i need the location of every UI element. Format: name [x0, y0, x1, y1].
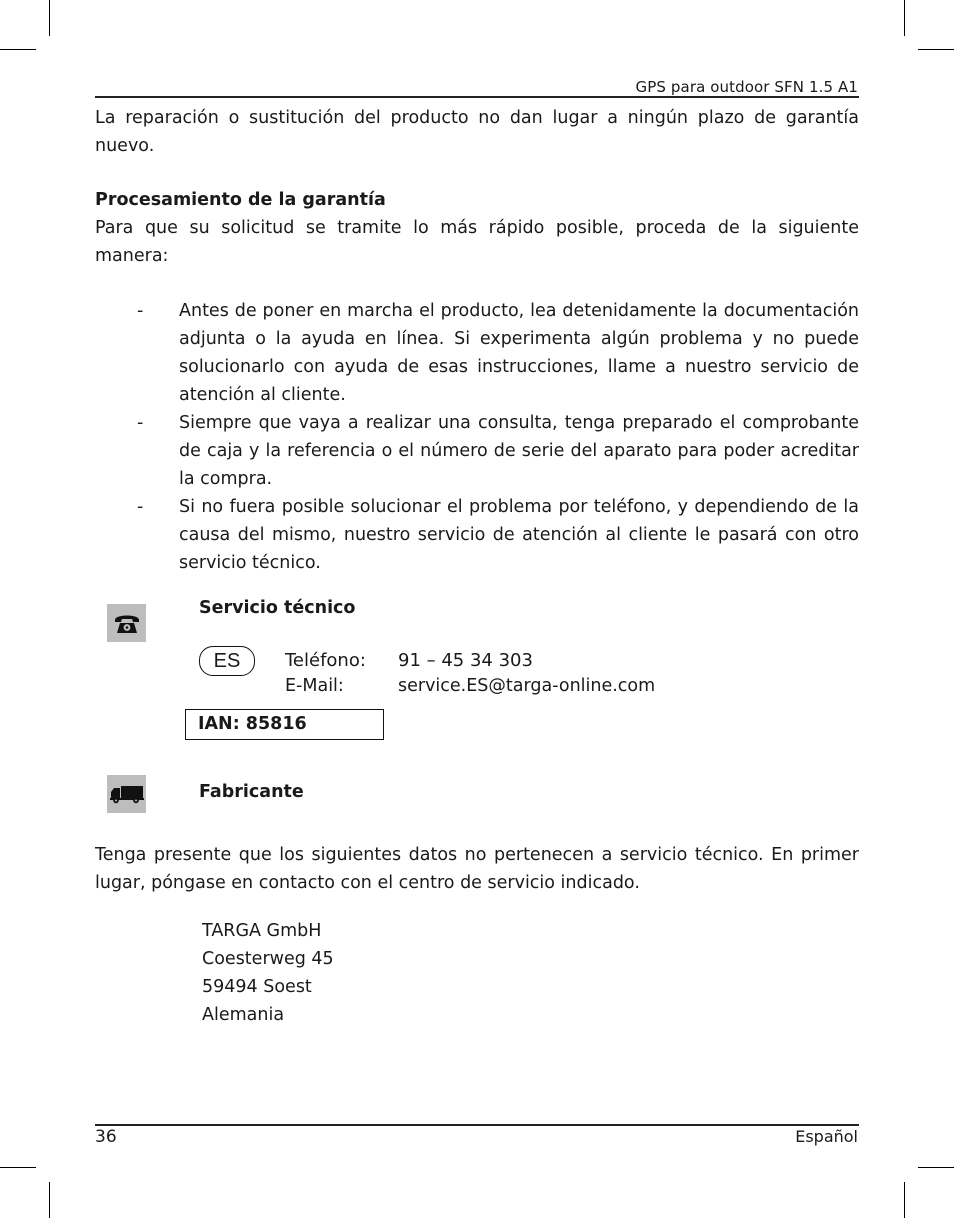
crop-mark: [49, 1182, 50, 1218]
header-rule: [95, 96, 859, 98]
manufacturer-address: [202, 917, 334, 1029]
ian-box: IAN: 85816: [185, 709, 384, 740]
address-line: TARGA GmbH: [202, 921, 322, 941]
warranty-processing-intro: Para que su solicitud se tramite lo más rápido posible, proceda de la siguiente manera:: [95, 218, 859, 266]
list-item: [95, 493, 859, 577]
address-line: Coesterweg 45: [202, 949, 334, 969]
crop-mark: [49, 0, 50, 36]
list-item-text: Si no fuera posible solucionar el problema por teléfono, y dependiendo de la causa del mismo, nuestro servicio de atención al cliente le pasará con otro servicio técnico.: [179, 497, 859, 573]
footer-language: Español: [795, 1127, 858, 1146]
address-line: Alemania: [202, 1005, 285, 1025]
crop-mark: [0, 49, 36, 50]
crop-mark: [918, 1167, 954, 1168]
email-label: E-Mail:: [285, 676, 344, 696]
email-value: service.ES@targa-online.com: [398, 676, 656, 696]
bullet-dash: -: [137, 301, 144, 321]
list-item: [95, 409, 859, 493]
telephone-icon: [107, 604, 146, 642]
phone-label: Teléfono:: [285, 650, 366, 671]
warranty-processing-heading: Procesamiento de la garantía: [95, 190, 386, 210]
page-number: 36: [95, 1127, 117, 1147]
list-item-text: Siempre que vaya a realizar una consulta, tenga preparado el comprobante de caja y la referencia o el número de serie del aparato para poder acreditar la compra.: [179, 413, 859, 489]
running-header-title: GPS para outdoor SFN 1.5 A1: [635, 78, 858, 96]
bullet-dash: -: [137, 413, 144, 433]
warranty-steps-list: [95, 297, 859, 577]
address-line: 59494 Soest: [202, 977, 312, 997]
service-heading: Servicio técnico: [199, 598, 356, 618]
truck-icon: [107, 775, 146, 813]
list-item-text: Antes de poner en marcha el producto, lea detenidamente la documentación adjunta o la ayuda en línea. Si experimenta algún problema y no puede solucionarlo con ayuda de esas instrucciones, llame a nuestro servicio de atención al cliente.: [179, 301, 859, 405]
manufacturer-heading: Fabricante: [199, 782, 304, 802]
bullet-dash: -: [137, 497, 144, 517]
list-item: [95, 297, 859, 409]
country-badge: ES: [199, 646, 255, 676]
crop-mark: [918, 49, 954, 50]
crop-mark: [904, 1182, 905, 1218]
manufacturer-notice: Tenga presente que los siguientes datos no pertenecen a servicio técnico. En primer lugar, póngase en contacto con el centro de servicio indicado.: [95, 845, 859, 893]
intro-paragraph: La reparación o sustitución del producto no dan lugar a ningún plazo de garantía nuevo.: [95, 108, 859, 156]
phone-value: 91 – 45 34 303: [398, 650, 533, 671]
crop-mark: [904, 0, 905, 36]
footer-rule: [95, 1124, 859, 1126]
page-content: [95, 104, 859, 577]
crop-mark: [0, 1167, 36, 1168]
